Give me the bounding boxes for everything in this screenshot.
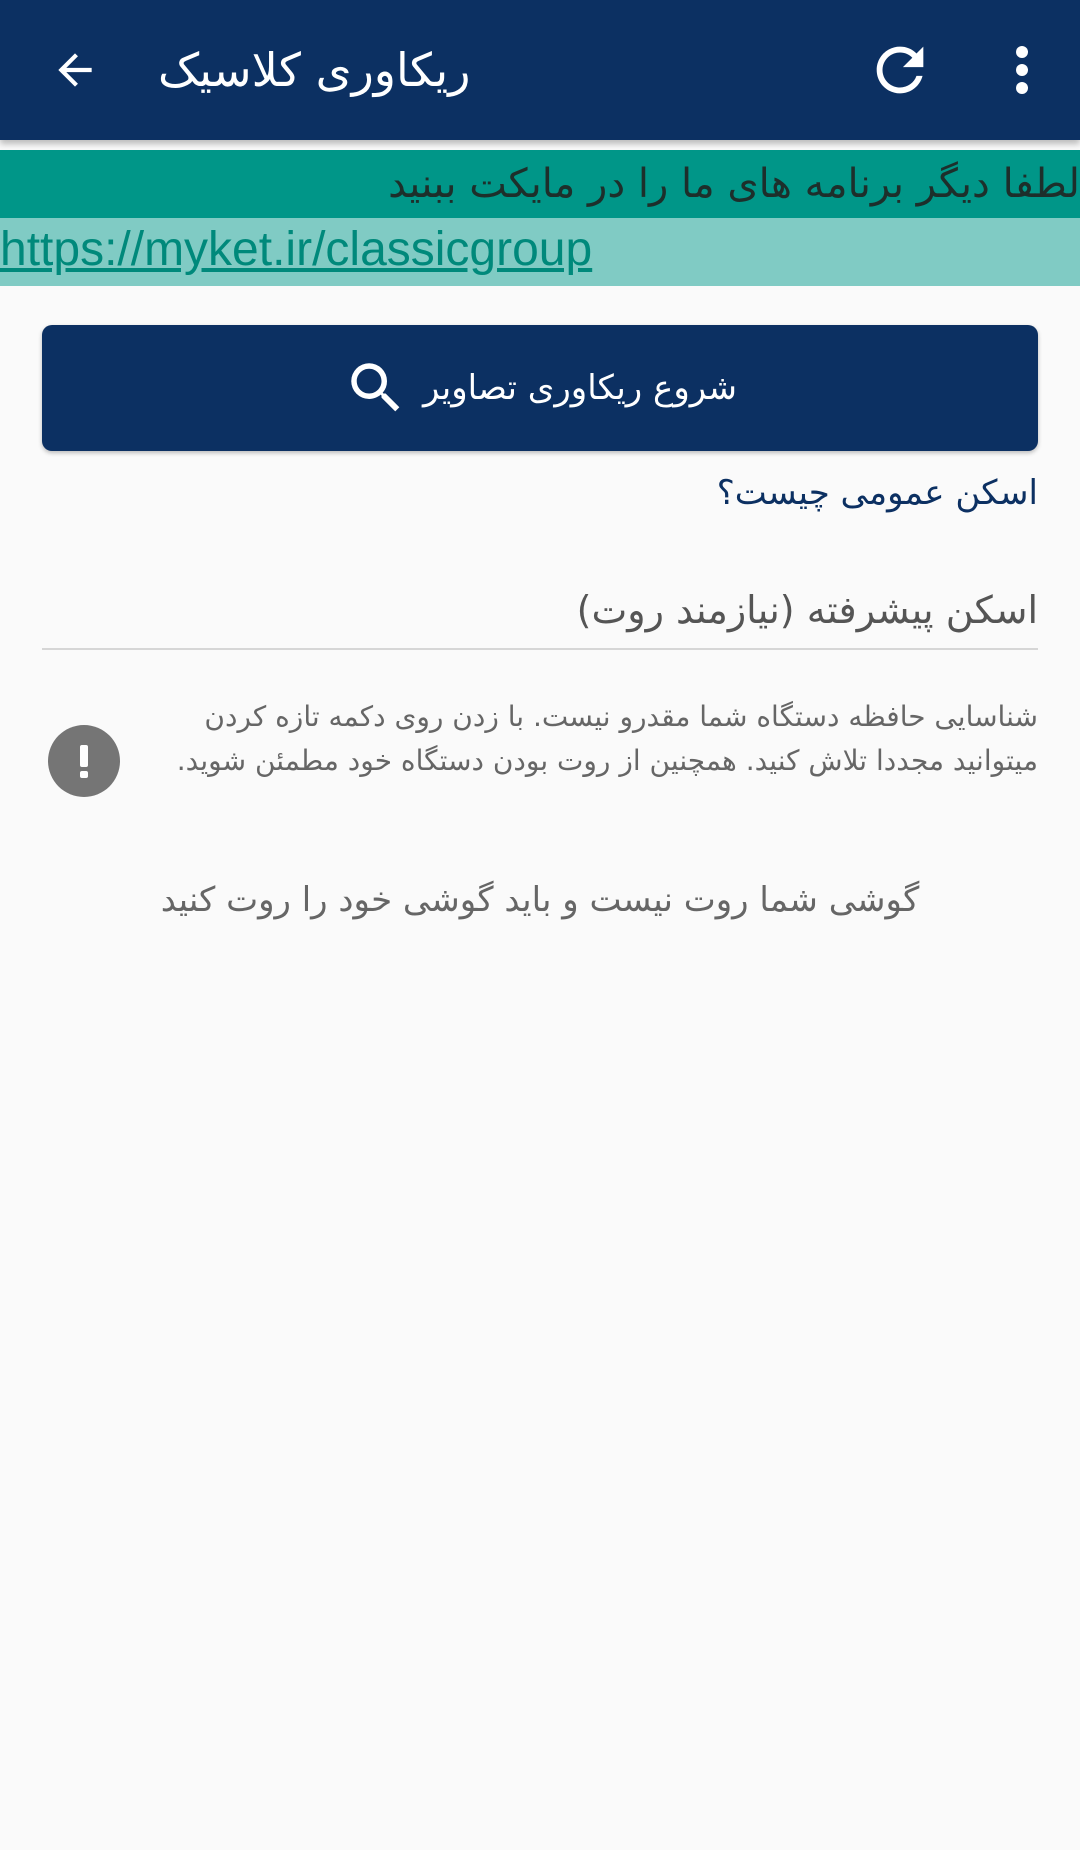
store-link-band [0, 218, 1080, 286]
store-link[interactable]: https://myket.ir/classicgroup [0, 223, 593, 276]
overflow-menu-button[interactable] [1000, 35, 1044, 105]
start-recovery-button[interactable] [42, 325, 1038, 451]
refresh-icon [865, 35, 935, 105]
storage-warning-text: شناسایی حافظه دستگاه شما مقدرو نیست. با زدن روی دکمه تازه کردن میتوانید مجددا تلاش کنید. همچنین از روت بودن دستگاه خود مطمئن شوید. [176, 700, 1038, 777]
arrow-left-icon [50, 45, 100, 95]
more-vert-icon [1015, 45, 1029, 95]
promo-ticker [0, 150, 1080, 218]
exclamation-circle-icon [48, 725, 120, 797]
search-icon [343, 355, 409, 421]
back-button[interactable] [40, 35, 110, 105]
root-status-text: گوشی شما روت نیست و باید گوشی خود را روت کنید [160, 880, 920, 920]
section-divider [42, 648, 1038, 650]
promo-ticker-text: لطفا دیگر برنامه های ما را در مایکت ببنید [388, 161, 1080, 207]
general-scan-help-link[interactable]: اسکن عمومی چیست؟ [716, 473, 1038, 513]
refresh-button[interactable] [860, 30, 940, 110]
storage-warning [42, 695, 1038, 825]
app-title: ریکاوری کلاسیک [158, 43, 471, 97]
app-bar [0, 0, 1080, 140]
advanced-scan-heading: اسکن پیشرفته (نیازمند روت) [576, 588, 1038, 632]
start-recovery-label: شروع ریکاوری تصاویر [423, 368, 737, 408]
